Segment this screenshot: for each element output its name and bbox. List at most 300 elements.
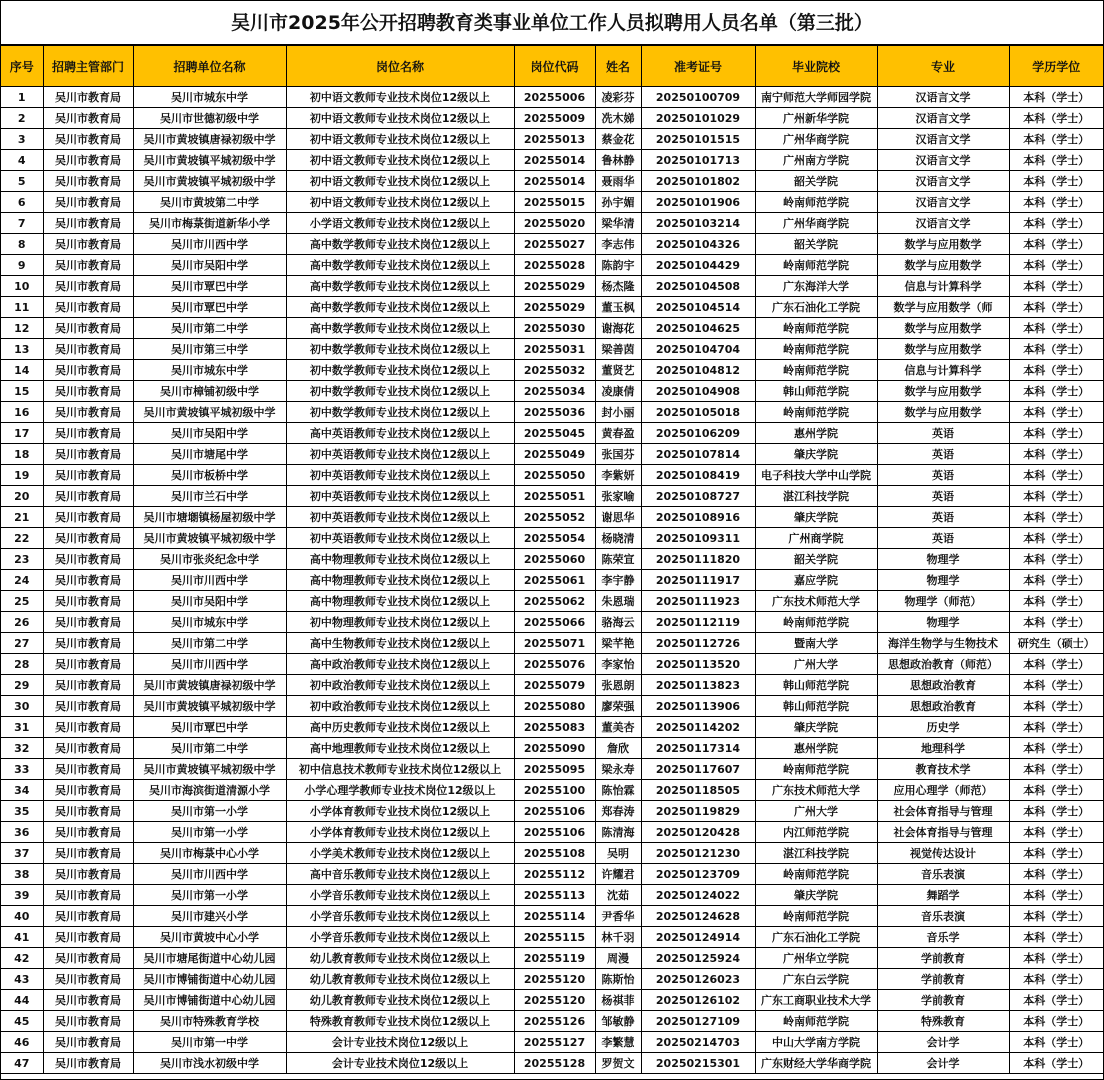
- cell-major: 社会体育指导与管理: [877, 822, 1009, 843]
- header-row: [1, 46, 1103, 87]
- cell-school: 岭南师范学院: [755, 339, 877, 360]
- cell-unit-name: 吴川市黄坡中心小学: [133, 927, 286, 948]
- cell-name: 蔡金花: [595, 129, 641, 150]
- table-row: [1, 1011, 1103, 1032]
- cell-department: 吴川市教育局: [43, 570, 133, 591]
- cell-position-code: 20255071: [514, 633, 595, 654]
- cell-position-code: 20255032: [514, 360, 595, 381]
- cell-position-code: 20255114: [514, 906, 595, 927]
- cell-school: 肇庆学院: [755, 885, 877, 906]
- table-row: [1, 801, 1103, 822]
- cell-name: 谢海花: [595, 318, 641, 339]
- cell-name: 邹敏静: [595, 1011, 641, 1032]
- cell-degree: 本科（学士）: [1009, 696, 1103, 717]
- cell-degree: 本科（学士）: [1009, 927, 1103, 948]
- cell-position-name: 初中英语教师专业技术岗位12级以上: [286, 528, 514, 549]
- cell-degree: 本科（学士）: [1009, 87, 1103, 108]
- cell-degree: 本科（学士）: [1009, 654, 1103, 675]
- cell-unit-name: 吴川市覃巴中学: [133, 717, 286, 738]
- cell-name: 陈斯怡: [595, 969, 641, 990]
- cell-position-code: 20255079: [514, 675, 595, 696]
- cell-position-code: 20255120: [514, 990, 595, 1011]
- cell-unit-name: 吴川市博铺街道中心幼儿园: [133, 990, 286, 1011]
- cell-ticket-number: 20250104908: [641, 381, 755, 402]
- cell-index: 1: [1, 87, 43, 108]
- cell-major: 英语: [877, 528, 1009, 549]
- table-row: [1, 990, 1103, 1011]
- cell-index: 5: [1, 171, 43, 192]
- cell-position-name: 高中生物教师专业技术岗位12级以上: [286, 633, 514, 654]
- cell-department: 吴川市教育局: [43, 381, 133, 402]
- cell-school: 韶关学院: [755, 549, 877, 570]
- table-row: [1, 885, 1103, 906]
- table-row: [1, 171, 1103, 192]
- cell-department: 吴川市教育局: [43, 801, 133, 822]
- cell-position-code: 20255076: [514, 654, 595, 675]
- cell-school: 广东白云学院: [755, 969, 877, 990]
- cell-index: 9: [1, 255, 43, 276]
- cell-index: 11: [1, 297, 43, 318]
- cell-major: 数学与应用数学: [877, 402, 1009, 423]
- cell-department: 吴川市教育局: [43, 759, 133, 780]
- cell-school: 广东技术师范大学: [755, 780, 877, 801]
- cell-major: 学前教育: [877, 990, 1009, 1011]
- cell-index: 32: [1, 738, 43, 759]
- cell-school: 岭南师范学院: [755, 759, 877, 780]
- header-department: 招聘主管部门: [43, 46, 133, 87]
- cell-department: 吴川市教育局: [43, 654, 133, 675]
- cell-major: 历史学: [877, 717, 1009, 738]
- cell-position-name: 初中信息技术教师专业技术岗位12级以上: [286, 759, 514, 780]
- cell-index: 23: [1, 549, 43, 570]
- cell-index: 16: [1, 402, 43, 423]
- cell-major: 英语: [877, 444, 1009, 465]
- cell-index: 31: [1, 717, 43, 738]
- cell-position-name: 高中物理教师专业技术岗位12级以上: [286, 591, 514, 612]
- cell-unit-name: 吴川市黄坡镇唐禄初级中学: [133, 675, 286, 696]
- cell-degree: 研究生（硕士）: [1009, 633, 1103, 654]
- cell-position-code: 20255045: [514, 423, 595, 444]
- cell-position-name: 高中地理教师专业技术岗位12级以上: [286, 738, 514, 759]
- cell-department: 吴川市教育局: [43, 276, 133, 297]
- cell-ticket-number: 20250113520: [641, 654, 755, 675]
- table-row: [1, 591, 1103, 612]
- cell-name: 谢思华: [595, 507, 641, 528]
- cell-index: 10: [1, 276, 43, 297]
- cell-unit-name: 吴川市黄坡镇唐禄初级中学: [133, 129, 286, 150]
- cell-position-code: 20255036: [514, 402, 595, 423]
- cell-department: 吴川市教育局: [43, 633, 133, 654]
- cell-school: 岭南师范学院: [755, 402, 877, 423]
- cell-major: 数学与应用数学: [877, 234, 1009, 255]
- cell-index: 42: [1, 948, 43, 969]
- cell-unit-name: 吴川市覃巴中学: [133, 276, 286, 297]
- cell-unit-name: 吴川市川西中学: [133, 654, 286, 675]
- header-school: 毕业院校: [755, 46, 877, 87]
- table-row: [1, 1032, 1103, 1053]
- table-row: [1, 528, 1103, 549]
- cell-department: 吴川市教育局: [43, 171, 133, 192]
- cell-school: 广州新华学院: [755, 108, 877, 129]
- cell-name: 张家喻: [595, 486, 641, 507]
- cell-ticket-number: 20250104508: [641, 276, 755, 297]
- cell-unit-name: 吴川市城东中学: [133, 360, 286, 381]
- cell-index: 33: [1, 759, 43, 780]
- cell-name: 林千羽: [595, 927, 641, 948]
- cell-ticket-number: 20250113823: [641, 675, 755, 696]
- cell-school: 广东技术师范大学: [755, 591, 877, 612]
- cell-position-name: 初中英语教师专业技术岗位12级以上: [286, 507, 514, 528]
- cell-position-code: 20255052: [514, 507, 595, 528]
- cell-department: 吴川市教育局: [43, 87, 133, 108]
- cell-ticket-number: 20250112726: [641, 633, 755, 654]
- table-row: [1, 87, 1103, 108]
- cell-position-name: 会计专业技术岗位12级以上: [286, 1053, 514, 1074]
- table-row: [1, 381, 1103, 402]
- cell-major: 会计学: [877, 1032, 1009, 1053]
- header-ticket-number: 准考证号: [641, 46, 755, 87]
- header-major: 专业: [877, 46, 1009, 87]
- cell-name: 李紫妍: [595, 465, 641, 486]
- cell-major: 思想政治教育（师范）: [877, 654, 1009, 675]
- cell-major: 音乐表演: [877, 864, 1009, 885]
- cell-department: 吴川市教育局: [43, 297, 133, 318]
- cell-name: 郑春涛: [595, 801, 641, 822]
- cell-position-code: 20255066: [514, 612, 595, 633]
- cell-major: 特殊教育: [877, 1011, 1009, 1032]
- cell-degree: 本科（学士）: [1009, 213, 1103, 234]
- cell-degree: 本科（学士）: [1009, 255, 1103, 276]
- cell-index: 41: [1, 927, 43, 948]
- cell-unit-name: 吴川市黄坡镇平城初级中学: [133, 696, 286, 717]
- cell-ticket-number: 20250125924: [641, 948, 755, 969]
- cell-index: 43: [1, 969, 43, 990]
- cell-ticket-number: 20250105018: [641, 402, 755, 423]
- cell-index: 4: [1, 150, 43, 171]
- cell-unit-name: 吴川市黄坡镇平城初级中学: [133, 402, 286, 423]
- cell-name: 李宇静: [595, 570, 641, 591]
- cell-department: 吴川市教育局: [43, 339, 133, 360]
- cell-school: 岭南师范学院: [755, 192, 877, 213]
- cell-degree: 本科（学士）: [1009, 297, 1103, 318]
- cell-index: 18: [1, 444, 43, 465]
- cell-unit-name: 吴川市第二中学: [133, 318, 286, 339]
- cell-position-code: 20255127: [514, 1032, 595, 1053]
- cell-name: 梁华清: [595, 213, 641, 234]
- cell-name: 朱恩瑞: [595, 591, 641, 612]
- cell-name: 陈韵宇: [595, 255, 641, 276]
- cell-ticket-number: 20250108419: [641, 465, 755, 486]
- cell-department: 吴川市教育局: [43, 906, 133, 927]
- table-row: [1, 108, 1103, 129]
- cell-index: 38: [1, 864, 43, 885]
- cell-unit-name: 吴川市黄坡镇平城初级中学: [133, 528, 286, 549]
- cell-name: 杨祺菲: [595, 990, 641, 1011]
- cell-position-code: 20255031: [514, 339, 595, 360]
- cell-position-name: 初中数学教师专业技术岗位12级以上: [286, 360, 514, 381]
- cell-school: 岭南师范学院: [755, 1011, 877, 1032]
- table-row: [1, 129, 1103, 150]
- table-row: [1, 213, 1103, 234]
- cell-index: 37: [1, 843, 43, 864]
- cell-degree: 本科（学士）: [1009, 402, 1103, 423]
- cell-name: 吴明: [595, 843, 641, 864]
- cell-unit-name: 吴川市川西中学: [133, 570, 286, 591]
- table-row: [1, 234, 1103, 255]
- cell-department: 吴川市教育局: [43, 255, 133, 276]
- cell-unit-name: 吴川市世德初级中学: [133, 108, 286, 129]
- cell-ticket-number: 20250111820: [641, 549, 755, 570]
- cell-position-name: 高中数学教师专业技术岗位12级以上: [286, 276, 514, 297]
- cell-position-code: 20255106: [514, 801, 595, 822]
- table-row: [1, 927, 1103, 948]
- table-row: [1, 570, 1103, 591]
- cell-unit-name: 吴川市塘尾中学: [133, 444, 286, 465]
- cell-name: 聂雨华: [595, 171, 641, 192]
- cell-major: 数学与应用数学（师: [877, 297, 1009, 318]
- cell-name: 凌彩芬: [595, 87, 641, 108]
- cell-name: 骆海云: [595, 612, 641, 633]
- cell-unit-name: 吴川市吴阳中学: [133, 255, 286, 276]
- cell-department: 吴川市教育局: [43, 129, 133, 150]
- cell-degree: 本科（学士）: [1009, 171, 1103, 192]
- cell-school: 岭南师范学院: [755, 318, 877, 339]
- cell-name: 梁芊艳: [595, 633, 641, 654]
- cell-position-name: 初中语文教师专业技术岗位12级以上: [286, 150, 514, 171]
- cell-school: 岭南师范学院: [755, 906, 877, 927]
- cell-position-name: 高中政治教师专业技术岗位12级以上: [286, 654, 514, 675]
- cell-position-name: 幼儿教育教师专业技术岗位12级以上: [286, 969, 514, 990]
- cell-school: 惠州学院: [755, 738, 877, 759]
- cell-ticket-number: 20250104625: [641, 318, 755, 339]
- table-row: [1, 318, 1103, 339]
- cell-school: 湛江科技学院: [755, 843, 877, 864]
- cell-ticket-number: 20250127109: [641, 1011, 755, 1032]
- cell-index: 30: [1, 696, 43, 717]
- cell-name: 鲁林静: [595, 150, 641, 171]
- cell-school: 岭南师范学院: [755, 864, 877, 885]
- cell-school: 广州华立学院: [755, 948, 877, 969]
- cell-unit-name: 吴川市吴阳中学: [133, 423, 286, 444]
- cell-unit-name: 吴川市黄坡镇平城初级中学: [133, 759, 286, 780]
- cell-position-name: 初中语文教师专业技术岗位12级以上: [286, 192, 514, 213]
- cell-school: 惠州学院: [755, 423, 877, 444]
- cell-unit-name: 吴川市第一小学: [133, 801, 286, 822]
- cell-major: 汉语言文学: [877, 150, 1009, 171]
- cell-unit-name: 吴川市塘㙟镇杨屋初级中学: [133, 507, 286, 528]
- cell-department: 吴川市教育局: [43, 486, 133, 507]
- cell-department: 吴川市教育局: [43, 780, 133, 801]
- cell-name: 詹欣: [595, 738, 641, 759]
- cell-ticket-number: 20250113906: [641, 696, 755, 717]
- cell-index: 27: [1, 633, 43, 654]
- cell-degree: 本科（学士）: [1009, 108, 1103, 129]
- cell-unit-name: 吴川市塘尾街道中心幼儿园: [133, 948, 286, 969]
- cell-school: 广东工商职业技术大学: [755, 990, 877, 1011]
- cell-department: 吴川市教育局: [43, 696, 133, 717]
- cell-unit-name: 吴川市川西中学: [133, 864, 286, 885]
- cell-index: 6: [1, 192, 43, 213]
- cell-department: 吴川市教育局: [43, 108, 133, 129]
- cell-department: 吴川市教育局: [43, 969, 133, 990]
- cell-index: 15: [1, 381, 43, 402]
- cell-major: 物理学（师范）: [877, 591, 1009, 612]
- cell-ticket-number: 20250111923: [641, 591, 755, 612]
- cell-major: 汉语言文学: [877, 171, 1009, 192]
- cell-position-code: 20255095: [514, 759, 595, 780]
- cell-degree: 本科（学士）: [1009, 906, 1103, 927]
- cell-school: 广东海洋大学: [755, 276, 877, 297]
- cell-position-code: 20255029: [514, 297, 595, 318]
- cell-position-code: 20255083: [514, 717, 595, 738]
- cell-department: 吴川市教育局: [43, 402, 133, 423]
- cell-degree: 本科（学士）: [1009, 129, 1103, 150]
- cell-school: 广州商学院: [755, 528, 877, 549]
- table-row: [1, 465, 1103, 486]
- cell-major: 物理学: [877, 570, 1009, 591]
- table-row: [1, 444, 1103, 465]
- cell-position-code: 20255013: [514, 129, 595, 150]
- cell-position-code: 20255014: [514, 171, 595, 192]
- cell-name: 陈怡霖: [595, 780, 641, 801]
- cell-school: 肇庆学院: [755, 507, 877, 528]
- table-row: [1, 549, 1103, 570]
- cell-unit-name: 吴川市浅水初级中学: [133, 1053, 286, 1074]
- cell-position-name: 高中数学教师专业技术岗位12级以上: [286, 297, 514, 318]
- cell-name: 李繁慧: [595, 1032, 641, 1053]
- cell-name: 封小丽: [595, 402, 641, 423]
- cell-position-code: 20255028: [514, 255, 595, 276]
- table-row: [1, 759, 1103, 780]
- cell-school: 广州华商学院: [755, 129, 877, 150]
- cell-degree: 本科（学士）: [1009, 801, 1103, 822]
- cell-position-code: 20255029: [514, 276, 595, 297]
- cell-department: 吴川市教育局: [43, 360, 133, 381]
- cell-position-name: 特殊教育教师专业技术岗位12级以上: [286, 1011, 514, 1032]
- cell-degree: 本科（学士）: [1009, 1053, 1103, 1074]
- cell-position-code: 20255115: [514, 927, 595, 948]
- cell-ticket-number: 20250118505: [641, 780, 755, 801]
- cell-position-name: 初中数学教师专业技术岗位12级以上: [286, 402, 514, 423]
- cell-position-name: 幼儿教育教师专业技术岗位12级以上: [286, 990, 514, 1011]
- cell-ticket-number: 20250109311: [641, 528, 755, 549]
- cell-degree: 本科（学士）: [1009, 423, 1103, 444]
- cell-unit-name: 吴川市第二中学: [133, 633, 286, 654]
- cell-unit-name: 吴川市黄坡镇平城初级中学: [133, 171, 286, 192]
- cell-index: 28: [1, 654, 43, 675]
- cell-unit-name: 吴川市板桥中学: [133, 465, 286, 486]
- cell-position-code: 20255054: [514, 528, 595, 549]
- cell-position-code: 20255051: [514, 486, 595, 507]
- cell-name: 张国芬: [595, 444, 641, 465]
- cell-unit-name: 吴川市博铺街道中心幼儿园: [133, 969, 286, 990]
- cell-school: 嘉应学院: [755, 570, 877, 591]
- cell-position-name: 初中英语教师专业技术岗位12级以上: [286, 444, 514, 465]
- cell-degree: 本科（学士）: [1009, 549, 1103, 570]
- cell-name: 董玉枫: [595, 297, 641, 318]
- cell-position-name: 小学美术教师专业技术岗位12级以上: [286, 843, 514, 864]
- cell-major: 应用心理学（师范）: [877, 780, 1009, 801]
- cell-major: 教育技术学: [877, 759, 1009, 780]
- cell-name: 凌康倩: [595, 381, 641, 402]
- table-row: [1, 969, 1103, 990]
- cell-degree: 本科（学士）: [1009, 339, 1103, 360]
- cell-unit-name: 吴川市第一小学: [133, 885, 286, 906]
- cell-position-code: 20255112: [514, 864, 595, 885]
- cell-major: 信息与计算科学: [877, 360, 1009, 381]
- table-row: [1, 402, 1103, 423]
- cell-position-name: 高中数学教师专业技术岗位12级以上: [286, 255, 514, 276]
- cell-index: 34: [1, 780, 43, 801]
- table-row: [1, 717, 1103, 738]
- cell-position-code: 20255020: [514, 213, 595, 234]
- cell-ticket-number: 20250117607: [641, 759, 755, 780]
- cell-degree: 本科（学士）: [1009, 318, 1103, 339]
- cell-index: 44: [1, 990, 43, 1011]
- table-row: [1, 360, 1103, 381]
- cell-unit-name: 吴川市第一小学: [133, 822, 286, 843]
- cell-name: 尹香华: [595, 906, 641, 927]
- table-row: [1, 738, 1103, 759]
- cell-school: 广东石油化工学院: [755, 927, 877, 948]
- cell-unit-name: 吴川市建兴小学: [133, 906, 286, 927]
- cell-school: 肇庆学院: [755, 717, 877, 738]
- cell-position-name: 初中数学教师专业技术岗位12级以上: [286, 339, 514, 360]
- cell-ticket-number: 20250104812: [641, 360, 755, 381]
- cell-degree: 本科（学士）: [1009, 1032, 1103, 1053]
- cell-major: 英语: [877, 423, 1009, 444]
- table-row: [1, 612, 1103, 633]
- cell-major: 英语: [877, 507, 1009, 528]
- cell-index: 13: [1, 339, 43, 360]
- table-row: [1, 423, 1103, 444]
- cell-position-code: 20255009: [514, 108, 595, 129]
- cell-degree: 本科（学士）: [1009, 738, 1103, 759]
- cell-position-name: 初中物理教师专业技术岗位12级以上: [286, 612, 514, 633]
- cell-unit-name: 吴川市城东中学: [133, 612, 286, 633]
- cell-ticket-number: 20250101515: [641, 129, 755, 150]
- cell-degree: 本科（学士）: [1009, 528, 1103, 549]
- cell-department: 吴川市教育局: [43, 717, 133, 738]
- cell-major: 舞蹈学: [877, 885, 1009, 906]
- cell-degree: 本科（学士）: [1009, 780, 1103, 801]
- cell-index: 7: [1, 213, 43, 234]
- cell-index: 2: [1, 108, 43, 129]
- cell-name: 冼木娣: [595, 108, 641, 129]
- cell-position-code: 20255027: [514, 234, 595, 255]
- cell-major: 信息与计算科学: [877, 276, 1009, 297]
- header-unit-name: 招聘单位名称: [133, 46, 286, 87]
- cell-index: 39: [1, 885, 43, 906]
- cell-ticket-number: 20250101906: [641, 192, 755, 213]
- cell-department: 吴川市教育局: [43, 1053, 133, 1074]
- cell-ticket-number: 20250124914: [641, 927, 755, 948]
- cell-name: 张恩朗: [595, 675, 641, 696]
- cell-degree: 本科（学士）: [1009, 570, 1103, 591]
- cell-ticket-number: 20250119829: [641, 801, 755, 822]
- cell-degree: 本科（学士）: [1009, 717, 1103, 738]
- cell-ticket-number: 20250103214: [641, 213, 755, 234]
- cell-degree: 本科（学士）: [1009, 465, 1103, 486]
- cell-major: 数学与应用数学: [877, 339, 1009, 360]
- cell-index: 24: [1, 570, 43, 591]
- cell-major: 学前教育: [877, 969, 1009, 990]
- cell-ticket-number: 20250107814: [641, 444, 755, 465]
- cell-position-name: 高中音乐教师专业技术岗位12级以上: [286, 864, 514, 885]
- cell-degree: 本科（学士）: [1009, 675, 1103, 696]
- cell-position-name: 小学音乐教师专业技术岗位12级以上: [286, 927, 514, 948]
- cell-major: 物理学: [877, 612, 1009, 633]
